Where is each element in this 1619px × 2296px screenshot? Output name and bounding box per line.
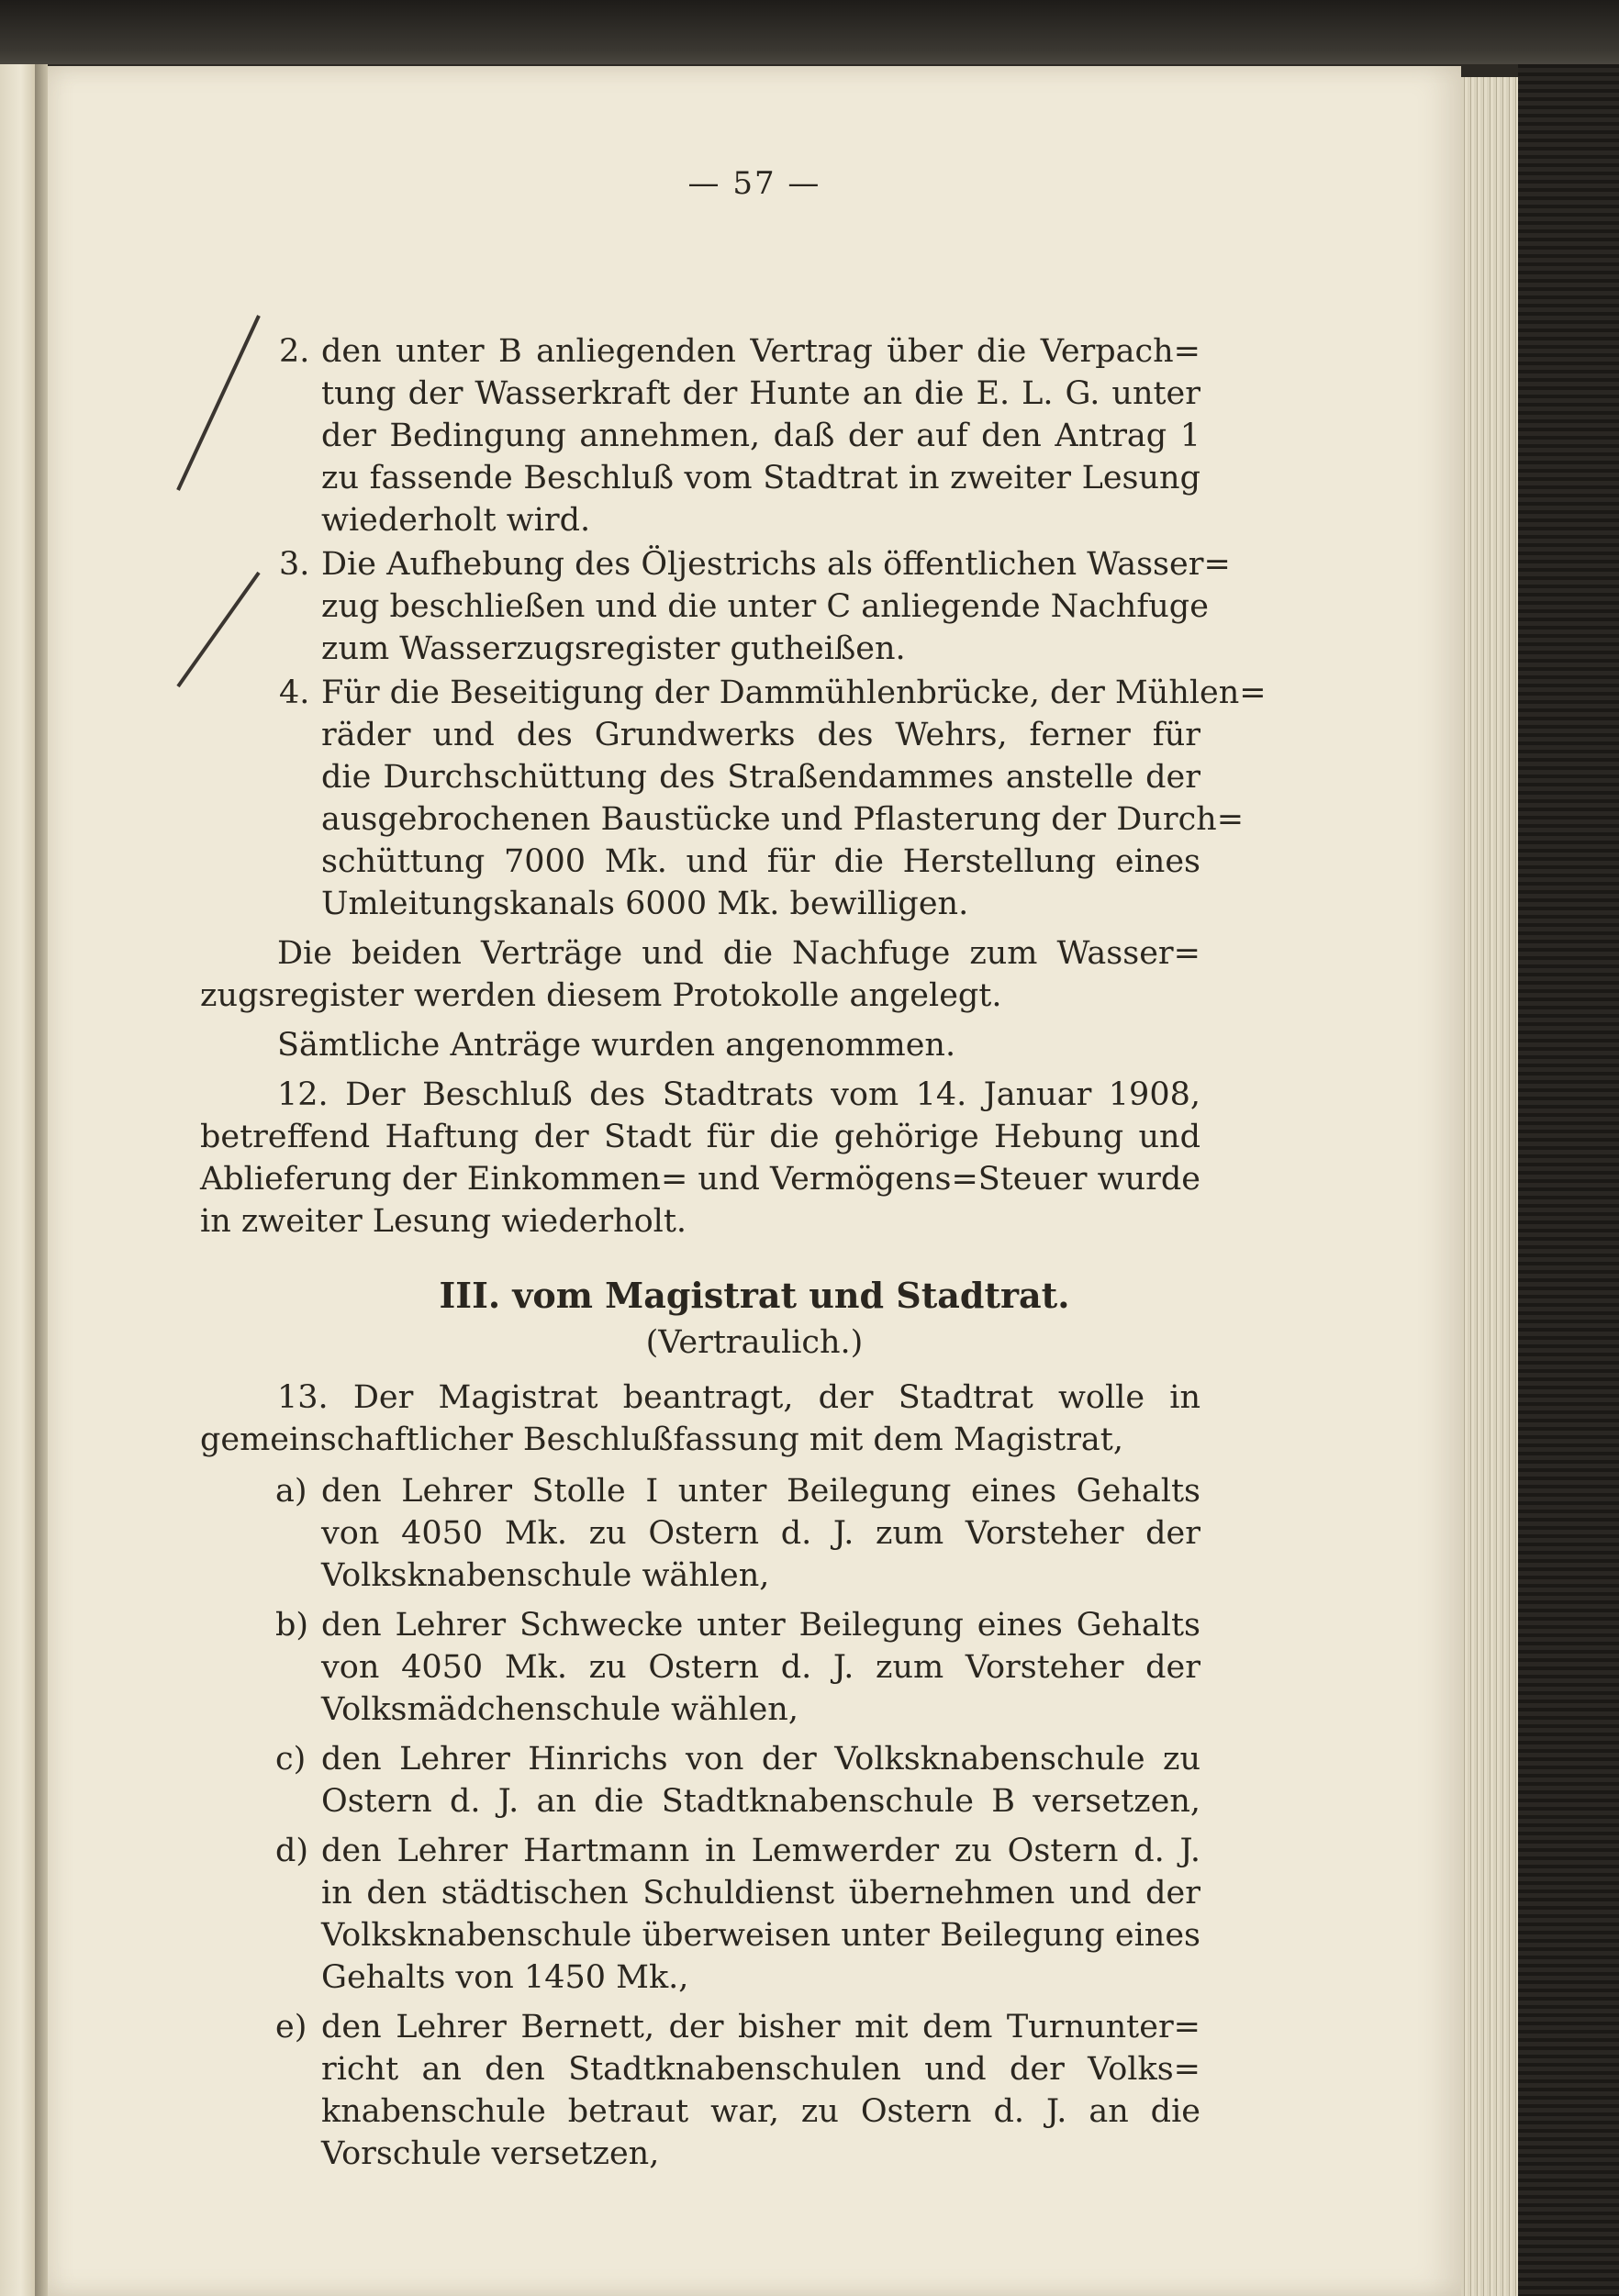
book-gutter: [35, 64, 48, 2296]
item-line: Die Aufhebung des Öljestrichs als öffentlichen Wasser=: [321, 546, 1231, 583]
paragraph-line: Die beiden Verträge und die Nachfuge zum Wasser=: [277, 935, 1200, 972]
book-binding: [1518, 64, 1619, 2296]
item-label: a): [275, 1473, 307, 1510]
item-number: 3.: [279, 546, 310, 583]
item-line: Volksknabenschule überweisen unter Beilegung eines: [321, 1917, 1200, 1954]
item-label: c): [275, 1741, 307, 1778]
paragraph-line: 12. Der Beschluß des Stadtrats vom 14. Januar 1908,: [277, 1076, 1200, 1113]
item-line: schüttung 7000 Mk. und für die Herstellung eines: [321, 843, 1200, 880]
item-line: von 4050 Mk. zu Ostern d. J. zum Vorsteher der: [321, 1515, 1200, 1552]
item-line: zug beschließen und die unter C anliegende Nachfuge: [321, 588, 1209, 625]
paragraph-line: in zweiter Lesung wiederholt.: [200, 1203, 687, 1240]
item-line: den Lehrer Hartmann in Lemwerder zu Ostern d. J.: [321, 1833, 1200, 1869]
item-line: der Bedingung annehmen, daß der auf den Antrag 1: [321, 418, 1200, 454]
document-page: [48, 66, 1461, 2296]
item-line: Umleitungskanals 6000 Mk. bewilligen.: [321, 886, 969, 922]
book-cover-edge: [0, 0, 1619, 64]
item-line: den Lehrer Bernett, der bisher mit dem Turnunter=: [321, 2009, 1200, 2045]
item-line: Für die Beseitigung der Dammühlenbrücke, der Mühlen=: [321, 674, 1267, 711]
page-number: — 57 —: [687, 165, 821, 202]
item-number: 4.: [279, 674, 310, 711]
item-line: tung der Wasserkraft der Hunte an die E. L. G. unter: [321, 375, 1200, 412]
item-line: Gehalts von 1450 Mk.,: [321, 1959, 689, 1996]
pencil-mark-icon: [167, 307, 277, 508]
paragraph-line: 13. Der Magistrat beantragt, der Stadtrat wolle in: [277, 1379, 1200, 1416]
item-line: Ostern d. J. an die Stadtknabenschule B versetzen,: [321, 1783, 1200, 1820]
item-line: Volksmädchenschule wählen,: [321, 1691, 798, 1728]
paragraph-line: gemeinschaftlicher Beschlußfassung mit dem Magistrat,: [200, 1421, 1123, 1458]
previous-page-edge: [0, 64, 37, 2296]
item-line: wiederholt wird.: [321, 502, 591, 539]
item-number: 2.: [279, 333, 310, 370]
item-line: zum Wasserzugsregister gutheißen.: [321, 630, 906, 667]
item-label: e): [275, 2009, 307, 2045]
item-line: den Lehrer Hinrichs von der Volksknabenschule zu: [321, 1741, 1200, 1778]
paragraph: Sämtliche Anträge wurden angenommen.: [277, 1027, 956, 1064]
item-line: Volksknabenschule wählen,: [321, 1557, 770, 1594]
item-line: Vorschule versetzen,: [321, 2135, 660, 2172]
item-label: b): [275, 1607, 309, 1644]
item-line: ausgebrochenen Baustücke und Pflasterung der Durch=: [321, 801, 1245, 838]
item-line: von 4050 Mk. zu Ostern d. J. zum Vorsteher der: [321, 1649, 1200, 1686]
item-line: zu fassende Beschluß vom Stadtrat in zweiter Lesung: [321, 460, 1200, 496]
item-line: die Durchschüttung des Straßendammes anstelle der: [321, 759, 1200, 796]
item-line: den Lehrer Schwecke unter Beilegung eines Gehalts: [321, 1607, 1200, 1644]
item-line: in den städtischen Schuldienst übernehmen und der: [321, 1875, 1200, 1911]
paragraph-line: betreffend Haftung der Stadt für die gehörige Hebung und: [200, 1119, 1200, 1155]
item-line: räder und des Grundwerks des Wehrs, ferner für: [321, 717, 1200, 753]
pencil-mark-icon: [167, 567, 277, 696]
section-subheading: (Vertraulich.): [645, 1324, 864, 1361]
paragraph-line: Ablieferung der Einkommen= und Vermögens=Steuer wurde: [200, 1161, 1200, 1198]
item-line: knabenschule betraut war, zu Ostern d. J. an die: [321, 2093, 1200, 2130]
page-stack-edges: [1461, 77, 1518, 2296]
item-line: den unter B anliegenden Vertrag über die Verpach=: [321, 333, 1200, 370]
paragraph-line: zugsregister werden diesem Protokolle angelegt.: [200, 977, 1002, 1014]
item-line: den Lehrer Stolle I unter Beilegung eines Gehalts: [321, 1473, 1200, 1510]
item-label: d): [275, 1833, 309, 1869]
section-heading: III. vom Magistrat und Stadtrat.: [439, 1275, 1070, 1316]
page-content: [48, 66, 1461, 2296]
item-line: richt an den Stadtknabenschulen und der Volks=: [321, 2051, 1200, 2088]
